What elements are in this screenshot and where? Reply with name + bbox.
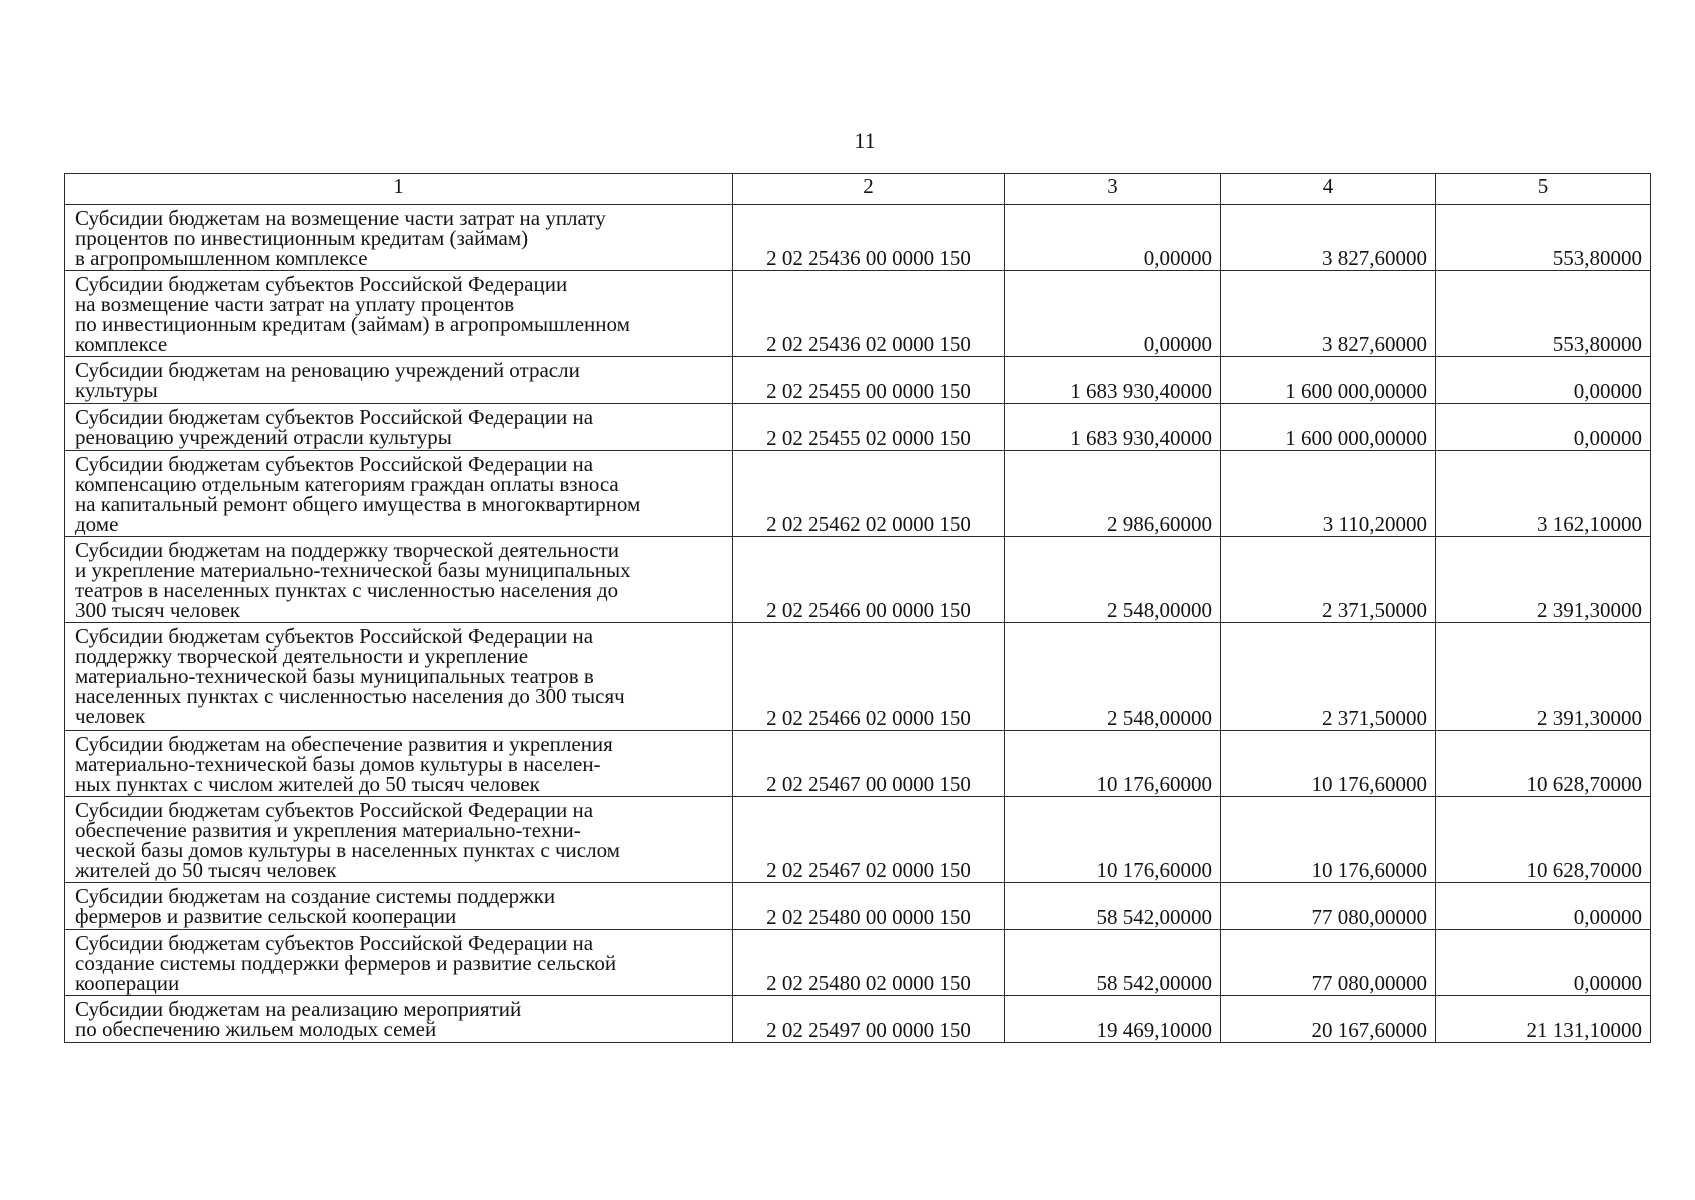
description-line: населенных пунктах с численностью населения до 300 тысяч	[75, 684, 625, 708]
description-line: материально-технической базы муниципальных театров в	[75, 664, 594, 688]
budget-code-cell: 2 02 25436 00 0000 150	[733, 205, 1005, 271]
budget-code-cell: 2 02 25466 02 0000 150	[733, 623, 1005, 731]
description-line: процентов по инвестиционным кредитам (займам)	[75, 226, 529, 250]
value-col5-cell: 553,80000	[1436, 205, 1651, 271]
description-line: на возмещение части затрат на уплату процентов	[75, 292, 515, 316]
description-line: по инвестиционным кредитам (займам) в агропромышленном	[75, 312, 630, 336]
row-description	[65, 883, 733, 930]
row-description	[65, 623, 733, 731]
row-description	[65, 451, 733, 537]
value-col3-cell: 10 176,60000	[1005, 731, 1221, 797]
budget-table	[64, 173, 1651, 1043]
value-col3-cell: 0,00000	[1005, 271, 1221, 357]
table-row	[65, 404, 1651, 451]
table-row	[65, 797, 1651, 883]
description-line: материально-технической базы домов культуры в населен-	[75, 752, 601, 776]
description-line: Субсидии бюджетам на реализацию мероприятий	[75, 997, 522, 1021]
column-number-row	[65, 174, 1651, 205]
value-col5-cell: 0,00000	[1436, 357, 1651, 404]
value-col5-cell: 2 391,30000	[1436, 623, 1651, 731]
value-col5-cell: 0,00000	[1436, 883, 1651, 930]
value-col3-cell: 58 542,00000	[1005, 930, 1221, 996]
table-row	[65, 357, 1651, 404]
row-description	[65, 271, 733, 357]
budget-code-cell: 2 02 25466 00 0000 150	[733, 537, 1005, 623]
table-row	[65, 996, 1651, 1043]
row-description	[65, 357, 733, 404]
value-col5-cell: 0,00000	[1436, 404, 1651, 451]
value-col3-cell: 2 548,00000	[1005, 623, 1221, 731]
value-col5-cell: 553,80000	[1436, 271, 1651, 357]
column-header: 1	[65, 174, 733, 205]
description-line: создание системы поддержки фермеров и развитие сельской	[75, 951, 617, 975]
description-line: Субсидии бюджетам субъектов Российской Федерации на	[75, 798, 594, 822]
table-row	[65, 930, 1651, 996]
value-col5-cell: 10 628,70000	[1436, 797, 1651, 883]
value-col4-cell: 10 176,60000	[1221, 797, 1436, 883]
budget-code-cell: 2 02 25436 02 0000 150	[733, 271, 1005, 357]
row-description	[65, 205, 733, 271]
value-col4-cell: 3 827,60000	[1221, 205, 1436, 271]
value-col5-cell: 2 391,30000	[1436, 537, 1651, 623]
description-line: компенсацию отдельным категориям граждан оплаты взноса	[75, 472, 619, 496]
value-col4-cell: 77 080,00000	[1221, 883, 1436, 930]
table-row	[65, 731, 1651, 797]
column-header: 2	[733, 174, 1005, 205]
row-description	[65, 930, 733, 996]
budget-code-cell: 2 02 25455 00 0000 150	[733, 357, 1005, 404]
table-row	[65, 537, 1651, 623]
value-col4-cell: 1 600 000,00000	[1221, 404, 1436, 451]
row-description	[65, 731, 733, 797]
value-col3-cell: 1 683 930,40000	[1005, 357, 1221, 404]
budget-code-cell: 2 02 25497 00 0000 150	[733, 996, 1005, 1043]
description-line: культуры	[75, 378, 158, 402]
value-col5-cell: 21 131,10000	[1436, 996, 1651, 1043]
description-line: Субсидии бюджетам субъектов Российской Федерации на	[75, 452, 594, 476]
budget-code-cell: 2 02 25480 00 0000 150	[733, 883, 1005, 930]
description-line: Субсидии бюджетам субъектов Российской Федерации на	[75, 931, 594, 955]
row-description	[65, 996, 733, 1043]
column-header: 5	[1436, 174, 1651, 205]
table-row	[65, 883, 1651, 930]
description-line: поддержку творческой деятельности и укрепление	[75, 644, 529, 668]
description-line: доме	[75, 512, 119, 536]
value-col5-cell: 10 628,70000	[1436, 731, 1651, 797]
description-line: и укрепление материально-технической базы муниципальных	[75, 558, 631, 582]
description-line: в агропромышленном комплексе	[75, 246, 368, 270]
value-col4-cell: 3 827,60000	[1221, 271, 1436, 357]
description-line: человек	[75, 704, 146, 728]
table-row	[65, 205, 1651, 271]
row-description	[65, 537, 733, 623]
description-line: театров в населенных пунктах с численностью населения до	[75, 578, 619, 602]
description-line: реновацию учреждений отрасли культуры	[75, 425, 452, 449]
value-col3-cell: 2 548,00000	[1005, 537, 1221, 623]
value-col4-cell: 20 167,60000	[1221, 996, 1436, 1043]
value-col3-cell: 0,00000	[1005, 205, 1221, 271]
description-line: Субсидии бюджетам на возмещение части затрат на уплату	[75, 206, 606, 230]
value-col5-cell: 3 162,10000	[1436, 451, 1651, 537]
description-line: ческой базы домов культуры в населенных пунктах с числом	[75, 838, 620, 862]
description-line: Субсидии бюджетам на поддержку творческой деятельности	[75, 538, 619, 562]
budget-table-container	[64, 173, 1650, 1043]
description-line: Субсидии бюджетам на создание системы поддержки	[75, 884, 556, 908]
description-line: 300 тысяч человек	[75, 598, 241, 622]
description-line: Субсидии бюджетам на реновацию учреждений отрасли	[75, 358, 580, 382]
description-line: обеспечение развития и укрепления материально-техни-	[75, 818, 581, 842]
table-row	[65, 451, 1651, 537]
value-col4-cell: 3 110,20000	[1221, 451, 1436, 537]
description-line: ных пунктах с числом жителей до 50 тысяч человек	[75, 772, 540, 796]
row-description	[65, 797, 733, 883]
description-line: Субсидии бюджетам субъектов Российской Федерации на	[75, 624, 594, 648]
value-col3-cell: 58 542,00000	[1005, 883, 1221, 930]
value-col5-cell: 0,00000	[1436, 930, 1651, 996]
value-col3-cell: 2 986,60000	[1005, 451, 1221, 537]
value-col4-cell: 2 371,50000	[1221, 537, 1436, 623]
description-line: комплексе	[75, 332, 168, 356]
value-col4-cell: 10 176,60000	[1221, 731, 1436, 797]
budget-code-cell: 2 02 25455 02 0000 150	[733, 404, 1005, 451]
budget-code-cell: 2 02 25467 00 0000 150	[733, 731, 1005, 797]
description-line: жителей до 50 тысяч человек	[75, 858, 337, 882]
description-line: на капитальный ремонт общего имущества в многоквартирном	[75, 492, 641, 516]
value-col3-cell: 19 469,10000	[1005, 996, 1221, 1043]
description-line: по обеспечению жильем молодых семей	[75, 1017, 437, 1041]
description-line: фермеров и развитие сельской кооперации	[75, 904, 457, 928]
value-col4-cell: 2 371,50000	[1221, 623, 1436, 731]
budget-code-cell: 2 02 25480 02 0000 150	[733, 930, 1005, 996]
column-header: 4	[1221, 174, 1436, 205]
description-line: Субсидии бюджетам на обеспечение развития и укрепления	[75, 732, 613, 756]
table-row	[65, 623, 1651, 731]
description-line: кооперации	[75, 971, 180, 995]
table-row	[65, 271, 1651, 357]
value-col3-cell: 10 176,60000	[1005, 797, 1221, 883]
column-header: 3	[1005, 174, 1221, 205]
value-col4-cell: 77 080,00000	[1221, 930, 1436, 996]
value-col4-cell: 1 600 000,00000	[1221, 357, 1436, 404]
row-description	[65, 404, 733, 451]
description-line: Субсидии бюджетам субъектов Российской Федерации на	[75, 405, 594, 429]
budget-code-cell: 2 02 25462 02 0000 150	[733, 451, 1005, 537]
budget-code-cell: 2 02 25467 02 0000 150	[733, 797, 1005, 883]
page-number: 11	[854, 128, 876, 153]
value-col3-cell: 1 683 930,40000	[1005, 404, 1221, 451]
description-line: Субсидии бюджетам субъектов Российской Федерации	[75, 272, 568, 296]
